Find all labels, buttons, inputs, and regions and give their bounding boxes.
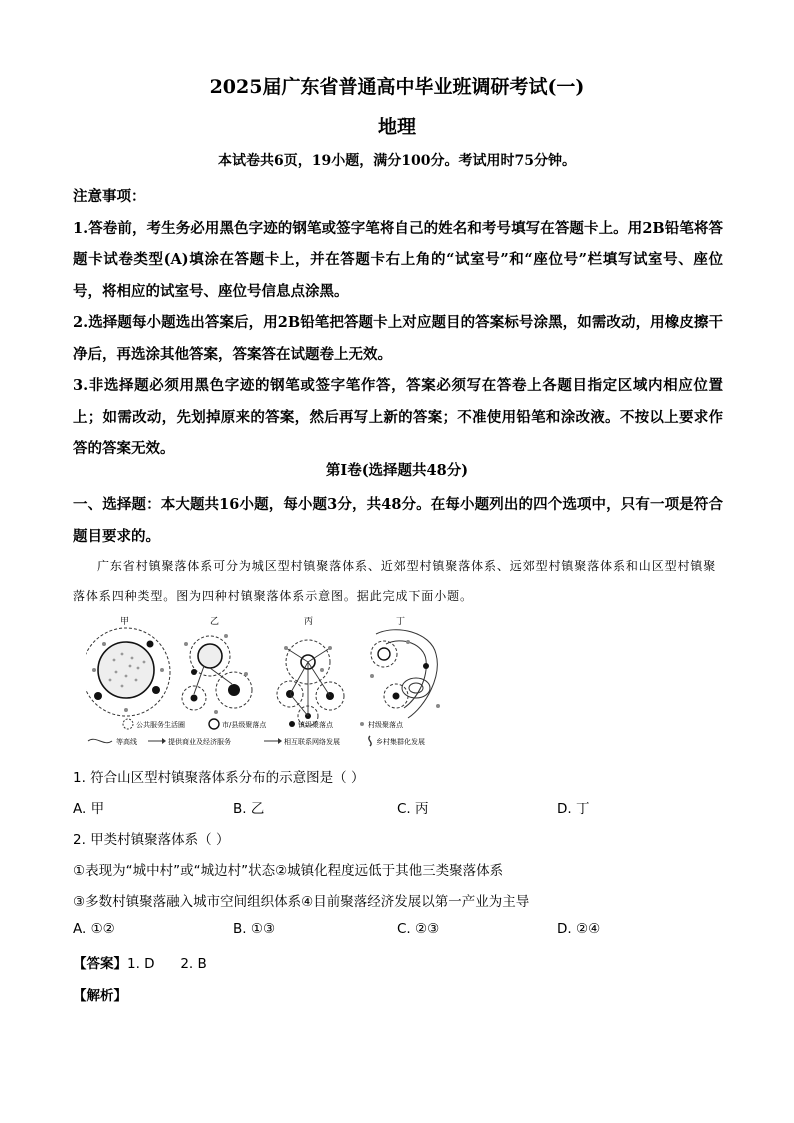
q2-option-c: C. ②③ [397, 921, 440, 937]
note-item-2: 2.选择题每小题选出答案后，用2B铅笔把答题卡上对应题目的答案标号涂黑，如需改动，用橡皮擦干净后，再选涂其他答案，答案答在试题卷上无效。 [73, 314, 723, 363]
panel-ding-diagram [370, 630, 440, 718]
legend-network: 相互联系网络发展 [284, 738, 340, 746]
legend-town: 镇级聚落点 [298, 721, 333, 729]
panel-bing-diagram [277, 640, 344, 726]
material-text: 广东省村镇聚落体系可分为城区型村镇聚落体系、近郊型村镇聚落体系、远郊型村镇聚落体系和山区型村镇聚落体系四种类型。图为四种村镇聚落体系示意图。据此完成下面小题。 [73, 559, 717, 603]
answer-line [73, 952, 207, 972]
panel-label-bing: 丙 [304, 617, 314, 627]
note-item-3: 3.非选择题必须用黑色字迹的钢笔或签字笔作答，答案必须写在答卷上各题目指定区域内相应位置上；如需改动，先划掉原来的答案，然后再写上新的答案；不准使用铅笔和涂改液。不按以上要求作答的答案无效。 [73, 377, 723, 457]
analysis-label: 【解析】 [73, 988, 127, 1004]
legend-cluster: 乡村集群化发展 [376, 738, 425, 746]
section-title: 第Ⅰ卷(选择题共48分) [325, 462, 469, 479]
q2-option-a: A. ①② [73, 921, 115, 937]
exam-title: 2025届广东省普通高中毕业班调研考试(一) [209, 76, 585, 98]
legend-city-county: 市/县级聚落点 [222, 721, 267, 729]
q2-option-b: B. ①③ [233, 921, 276, 937]
legend-village: 村级聚落点 [368, 721, 403, 729]
analysis-line [73, 984, 127, 1004]
subject-title: 地理 [377, 116, 416, 138]
q2-statements-line-1: ①表现为“城中村”或“城边村”状态②城镇化程度远低于其他三类聚落体系 [73, 863, 504, 879]
settlement-system-figure [86, 614, 458, 748]
exam-info: 本试卷共6页，19小题，满分100分。考试用时75分钟。 [218, 153, 576, 169]
panel-yi-diagram [182, 634, 252, 714]
note-item-1: 1.答卷前，考生务必用黑色字迹的钢笔或签字笔将自己的姓名和考号填写在答题卡上。用2B铅笔将答题卡试卷类型(A)填涂在答题卡上，并在答题卡右上角的“试室号”和“座位号”栏填写试室号、座位号，将相应的试室号、座位号信息点涂黑。 [73, 219, 723, 300]
q1-option-b: B. 乙 [233, 801, 265, 817]
legend-public-service: 公共服务生活圈 [136, 721, 185, 729]
q2-option-d: D. ②④ [557, 921, 601, 937]
panel-label-yi: 乙 [210, 617, 220, 627]
panel-label-jia: 甲 [120, 617, 130, 627]
answer-label: 【答案】 [73, 956, 127, 972]
notes-heading: 注意事项： [73, 188, 146, 205]
part-title: 一、选择题：本大题共16小题，每小题3分，共48分。在每小题列出的四个选项中，只有一项是符合题目要求的。 [73, 496, 723, 545]
question-1-stem: 1. 符合山区型村镇聚落体系分布的示意图是（ ） [73, 770, 365, 786]
question-2-stem: 2. 甲类村镇聚落体系（ ） [73, 832, 230, 848]
q2-statements-line-2: ③多数村镇聚落融入城市空间组织体系④目前聚落经济发展以第一产业为主导 [73, 894, 530, 910]
legend-commerce: 提供商业及经济服务 [168, 738, 231, 746]
q1-option-c: C. 丙 [397, 801, 429, 817]
answer-values: 1. D 2. B [127, 956, 207, 972]
notes-section [73, 181, 723, 465]
legend-contour: 等高线 [116, 738, 137, 746]
panel-label-ding: 丁 [396, 617, 406, 627]
q1-option-d: D. 丁 [557, 801, 590, 817]
panel-jia-diagram [86, 628, 170, 716]
q1-option-a: A. 甲 [73, 801, 105, 817]
